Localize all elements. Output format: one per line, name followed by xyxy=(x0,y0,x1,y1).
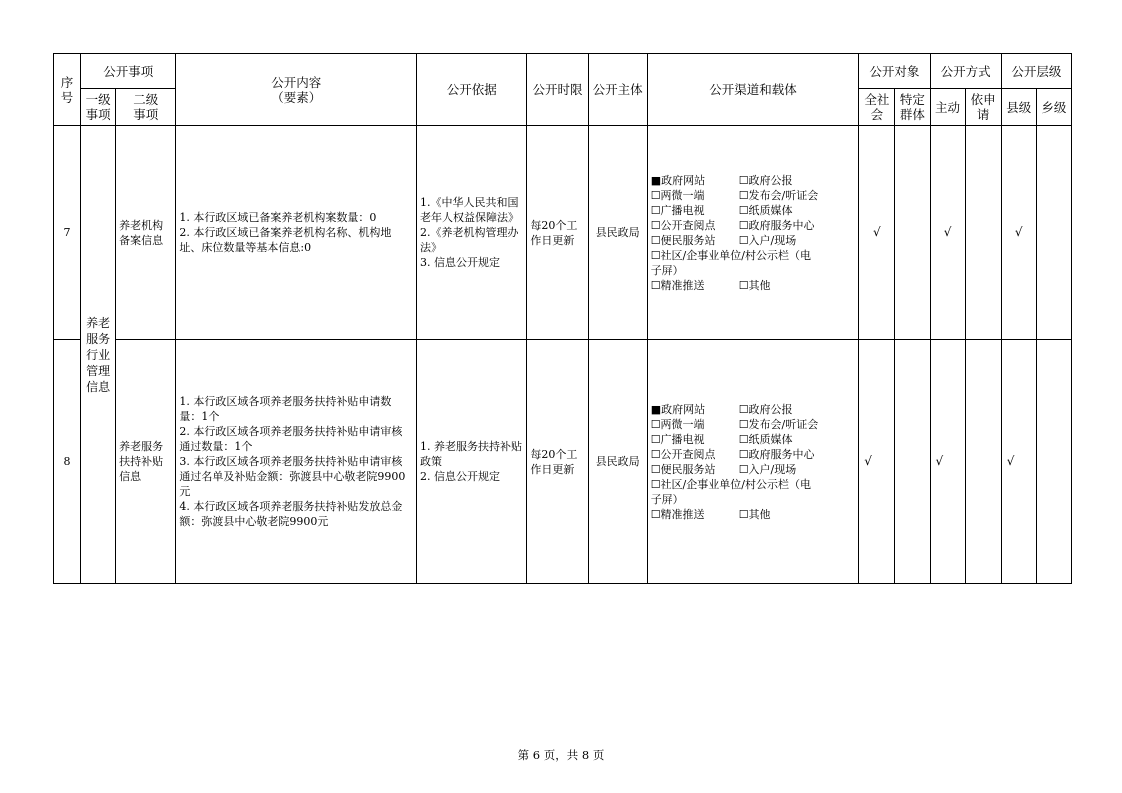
header-seq xyxy=(54,54,81,126)
channel-line xyxy=(651,188,859,203)
mark-method-request xyxy=(965,126,1001,340)
header-target-all-text: 全社会 xyxy=(864,92,890,122)
channel-press-conference: ☐发布会/听证会 xyxy=(738,417,819,431)
content-line: 4. 本行政区域各项养老服务扶持补贴发放总金额：弥渡县中心敬老院9900元 xyxy=(179,500,403,528)
channel-service-station: ☐便民服务站 xyxy=(650,233,716,247)
header-target-all xyxy=(859,89,895,126)
mark-method-active: √ xyxy=(930,126,965,340)
header-subject: 公开主体 xyxy=(588,54,647,126)
row-basis xyxy=(417,126,527,340)
channel-public-reading-point: ☐公开查阅点 xyxy=(650,218,716,232)
channel-paper-media: ☐纸质媒体 xyxy=(738,432,793,446)
header-basis: 公开依据 xyxy=(417,54,527,126)
header-time-limit: 公开时限 xyxy=(527,54,588,126)
channel-two-micro-one-end: ☐两微一端 xyxy=(650,417,705,431)
content-line: 2. 本行政区域已备案养老机构名称、机构地址、床位数量等基本信息:0 xyxy=(179,226,392,254)
mark-target-specific xyxy=(895,126,930,340)
table-row xyxy=(54,340,1072,584)
page-footer: 第 6 页，共 8 页 xyxy=(517,748,605,762)
header-channel: 公开渠道和载体 xyxy=(647,54,859,126)
row-seq: 7 xyxy=(54,126,81,340)
channel-bulletin-board: ☐社区/企事业单位/村公示栏（电子屏） xyxy=(650,248,811,277)
header-content xyxy=(176,54,417,126)
channel-precise-push: ☐精准推送 xyxy=(650,507,705,521)
channel-line xyxy=(651,417,859,432)
channel-press-conference: ☐发布会/听证会 xyxy=(738,188,819,202)
group-label-cell xyxy=(81,126,116,584)
channel-two-micro-one-end: ☐两微一端 xyxy=(650,188,705,202)
row-subject: 县民政局 xyxy=(588,126,647,340)
row-content xyxy=(176,340,417,584)
basis-line: 1. 养老服务扶持补贴政策 xyxy=(420,440,523,468)
channel-door-to-door: ☐入户/现场 xyxy=(738,233,797,247)
row-basis xyxy=(417,340,527,584)
channel-government-gazette: ☐政府公报 xyxy=(738,402,793,416)
row-content xyxy=(176,126,417,340)
mark-level-township xyxy=(1036,126,1071,340)
header-level: 公开层级 xyxy=(1001,54,1071,89)
channel-other: ☐其他 xyxy=(738,278,771,292)
mark-level-county: √ xyxy=(1001,340,1036,584)
channel-line xyxy=(651,218,859,233)
header-method: 公开方式 xyxy=(930,54,1001,89)
channel-line xyxy=(651,507,859,522)
channel-service-center: ☐政府服务中心 xyxy=(738,218,815,232)
channel-line xyxy=(651,203,859,218)
header-level2-text: 二级事项 xyxy=(133,92,159,122)
channel-door-to-door: ☐入户/现场 xyxy=(738,462,797,476)
header-content-sub: （要素） xyxy=(271,89,322,105)
header-public-items: 公开事项 xyxy=(81,54,176,89)
channel-government-website: ■政府网站 xyxy=(650,173,706,187)
header-seq-text: 序号 xyxy=(60,74,74,105)
mark-target-all: √ xyxy=(859,340,895,584)
channel-precise-push: ☐精准推送 xyxy=(650,278,705,292)
channel-line xyxy=(651,173,859,188)
content-line: 3. 本行政区域各项养老服务扶持补贴申请审核通过名单及补贴金额：弥渡县中心敬老院9900元 xyxy=(179,455,406,498)
header-content-title: 公开内容 xyxy=(271,74,322,90)
header-level-township: 乡级 xyxy=(1036,89,1071,126)
channel-line xyxy=(651,233,859,248)
row-item2: 养老机构备案信息 xyxy=(116,126,176,340)
channel-government-gazette: ☐政府公报 xyxy=(738,173,793,187)
row-subject: 县民政局 xyxy=(588,340,647,584)
channel-line xyxy=(651,462,859,477)
header-target: 公开对象 xyxy=(859,54,930,89)
mark-method-request xyxy=(965,340,1001,584)
header-target-specific xyxy=(895,89,930,126)
basis-line: 1.《中华人民共和国老年人权益保障法》 xyxy=(420,196,520,224)
channel-list xyxy=(648,402,859,522)
row-channels xyxy=(647,340,859,584)
mark-level-county: √ xyxy=(1001,126,1036,340)
header-level1 xyxy=(81,89,116,126)
channel-other: ☐其他 xyxy=(738,507,771,521)
mark-target-all: √ xyxy=(859,126,895,340)
row-seq: 8 xyxy=(54,340,81,584)
header-method-request xyxy=(965,89,1001,126)
channel-paper-media: ☐纸质媒体 xyxy=(738,203,793,217)
content-line: 1. 本行政区域已备案养老机构案数量：0 xyxy=(179,211,377,224)
channel-service-station: ☐便民服务站 xyxy=(650,462,716,476)
channel-line xyxy=(651,278,859,293)
row-time: 每20个工作日更新 xyxy=(527,126,588,340)
group-label: 养老服务行业管理信息 xyxy=(86,315,111,394)
row-time: 每20个工作日更新 xyxy=(527,340,588,584)
table-row xyxy=(54,126,1072,340)
channel-service-center: ☐政府服务中心 xyxy=(738,447,815,461)
channel-broadcast-tv: ☐广播电视 xyxy=(650,432,705,446)
disclosure-table xyxy=(53,53,1072,584)
header-level1-text: 一级事项 xyxy=(85,92,111,122)
content-line: 1. 本行政区域各项养老服务扶持补贴申请数量：1个 xyxy=(179,395,392,423)
basis-line: 2. 信息公开规定 xyxy=(420,470,501,483)
header-level-county: 县级 xyxy=(1001,89,1036,126)
channel-bulletin-board: ☐社区/企事业单位/村公示栏（电子屏） xyxy=(650,477,811,506)
mark-level-township xyxy=(1036,340,1071,584)
row-item2: 养老服务扶持补贴信息 xyxy=(116,340,176,584)
channel-line xyxy=(651,447,859,462)
header-method-request-text: 依申请 xyxy=(970,92,996,122)
header-target-specific-text: 特定群体 xyxy=(899,92,925,122)
channel-line xyxy=(651,402,859,417)
channel-public-reading-point: ☐公开查阅点 xyxy=(650,447,716,461)
content-line: 2. 本行政区域各项养老服务扶持补贴申请审核通过数量：1个 xyxy=(179,425,403,453)
row-channels xyxy=(647,126,859,340)
channel-list xyxy=(648,173,859,293)
basis-line: 2.《养老机构管理办法》 xyxy=(420,226,519,254)
header-level2 xyxy=(116,89,176,126)
header-method-active: 主动 xyxy=(930,89,965,126)
mark-target-specific xyxy=(895,340,930,584)
channel-broadcast-tv: ☐广播电视 xyxy=(650,203,705,217)
channel-line xyxy=(651,432,859,447)
mark-method-active: √ xyxy=(930,340,965,584)
channel-government-website: ■政府网站 xyxy=(650,402,706,416)
basis-line: 3. 信息公开规定 xyxy=(420,256,501,269)
